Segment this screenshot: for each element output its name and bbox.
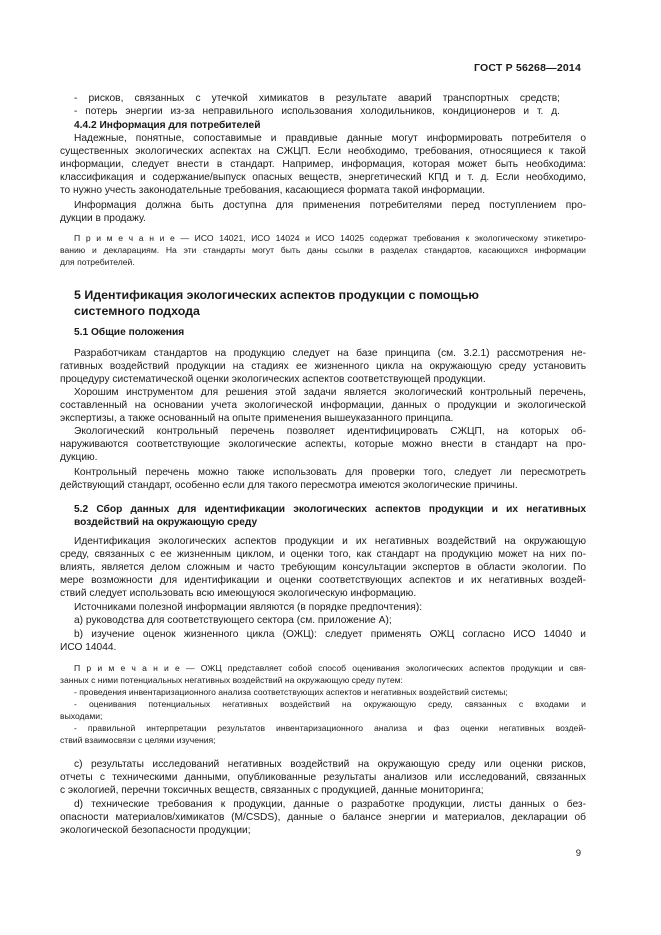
standard-header: ГОСТ Р 56268—2014 bbox=[473, 62, 581, 74]
page-number: 9 bbox=[575, 848, 581, 859]
note-line: П р и м е ч а н и е — ИСО 14021, ИСО 14024 и ИСО 14025 содержат требования к экологическому этикетиро- bbox=[74, 233, 586, 243]
paragraph-line: Идентификация экологических аспектов продукции и их негативных воздействий на окружающую bbox=[74, 536, 586, 547]
paragraph-line: Хорошим инструментом для решения этой задачи является экологический контрольный перечень, bbox=[74, 387, 586, 398]
note-line: занных с ними потенциальных негативных воздействий на окружающую среду путем: bbox=[60, 675, 403, 685]
bullet-item: - рисков, связанных с утечкой химикатов в результате аварий транспортных средств; bbox=[74, 93, 560, 104]
paragraph-line: мере возможности для идентификации и оценки соответствующих аспектов и их негативных воздей- bbox=[60, 575, 586, 586]
note-line: для потребителей. bbox=[60, 257, 135, 267]
paragraph-line: дукцию. bbox=[60, 452, 98, 463]
paragraph-line: дукции в продажу. bbox=[60, 213, 146, 224]
section-5-title-cont: системного подхода bbox=[74, 304, 200, 318]
paragraph-line: классификация и содержание/выпуск опасных веществ, энергетический КПД и т. д. Если необходимо, bbox=[60, 172, 586, 183]
note-line: П р и м е ч а н и е — ОЖЦ представляет собой способ оценивания экологических аспектов продукции и свя- bbox=[74, 663, 586, 673]
paragraph-line: гативных воздействий продукции на стадиях ее жизненного цикла на окружающую среду установить bbox=[60, 361, 586, 372]
paragraph-line: экспертизы, а также основанный на опыте применения вышеуказанного принципа. bbox=[60, 413, 454, 424]
paragraph-line: Разработчикам стандартов на продукцию следует на базе принципа (см. 3.2.1) рассмотрения не- bbox=[74, 348, 586, 359]
paragraph-line: Экологический контрольный перечень позволяет идентифицировать СЖЦП, на которых об- bbox=[74, 426, 586, 437]
paragraph-line: существенных экологических аспектах на СЖЦП. Если необходимо, требования, относящиеся к такой bbox=[60, 146, 586, 157]
list-item-d-cont: опасности материалов/химикатов (M/CSDS), данные о балансе энергии и материалов, декларации об bbox=[60, 812, 586, 823]
bullet-item: - потерь энергии из-за неправильного использования холодильников, кондиционеров и т. д. bbox=[74, 106, 560, 117]
list-item-c-cont: отчеты с техническими данными, опубликованные результаты анализов или исследований, связанных bbox=[60, 772, 586, 783]
list-item-d: d) технические требования к продукции, данные о разработке продукции, листы данных о без- bbox=[74, 799, 586, 810]
paragraph-line: Надежные, понятные, сопоставимые и правдивые данные могут информировать потребителя о bbox=[74, 133, 586, 144]
paragraph-line: процедуру систематической оценки экологических аспектов соответствующей продукции. bbox=[60, 374, 486, 385]
list-item-b: b) изучение оценок жизненного цикла (ОЖЦ): следует применять ОЖЦ согласно ИСО 14040 и bbox=[74, 629, 586, 640]
note-line: выходами; bbox=[60, 711, 103, 721]
list-item-d-cont: экологической безопасности продукции; bbox=[60, 825, 251, 836]
section-5-2-title-cont: воздействий на окружающую среду bbox=[74, 517, 258, 528]
paragraph-line: составленный на основании учета экологической информации, данных о продукции и экологической bbox=[60, 400, 586, 411]
section-5-1-title: 5.1 Общие положения bbox=[74, 327, 185, 338]
note-line: - оценивания потенциальных негативных воздействий на окружающую среду, связанных с входами и bbox=[74, 699, 586, 709]
section-5-title: 5 Идентификация экологических аспектов продукции с помощью bbox=[74, 288, 479, 302]
note-line: ствий взаимосвязи с целями изучения; bbox=[60, 735, 216, 745]
paragraph-line: наруживаются соответствующие экологические аспекты, которые можно внести в стандарт на про- bbox=[60, 439, 586, 450]
paragraph-line: информации, следует внести в стандарт. Например, информация, которая может быть необходима: bbox=[60, 159, 586, 170]
note-line: - правильной интерпретации результатов инвентаризационного анализа и фаз оценки негативных воздей- bbox=[74, 723, 586, 733]
paragraph-line: то нужно учесть законодательные требования, касающиеся формата такой информации. bbox=[60, 185, 486, 196]
list-item-b-cont: ИСО 14044. bbox=[60, 642, 117, 653]
list-item-c-cont: с экологией, перечни токсичных веществ, связанных с продукцией, данные мониторинга; bbox=[60, 785, 484, 796]
paragraph-line: действующий стандарт, особенно если для такого пересмотра имеются экологические причины. bbox=[60, 480, 518, 491]
paragraph-line: Контрольный перечень можно также использовать для проверки того, следует ли пересмотреть bbox=[74, 467, 586, 478]
note-line: - проведения инвентаризационного анализа соответствующих аспектов и негативных воздействий системы; bbox=[74, 687, 508, 697]
section-5-2-title: 5.2 Сбор данных для идентификации экологических аспектов продукции и их негативных bbox=[74, 504, 586, 515]
paragraph-line: Информация должна быть доступна для применения потребителями перед поступлением про- bbox=[74, 200, 586, 211]
list-item-a: a) руководства для соответствующего сектора (см. приложение А); bbox=[74, 615, 392, 626]
paragraph-line: ствий следует использовать всю имеющуюся экологическую информацию. bbox=[60, 588, 417, 599]
paragraph-line: влиять, является делом сложным и часто требующим консультации экспертов в области экологии. По bbox=[60, 562, 586, 573]
list-item-c: c) результаты исследований негативных воздействий на окружающую среду или оценки рисков, bbox=[74, 759, 586, 770]
paragraph-line: Источниками полезной информации являются (в порядке предпочтения): bbox=[74, 602, 423, 613]
paragraph-line: среду, связанных с ее жизненным циклом, и оценки того, как стандарт на продукцию может на них по- bbox=[60, 549, 586, 560]
section-4-4-2-title: 4.4.2 Информация для потребителей bbox=[74, 120, 261, 131]
note-line: ванию и декларациям. На эти стандарты могут быть даны ссылки в разделах стандартов, касающихся информации bbox=[60, 245, 586, 255]
